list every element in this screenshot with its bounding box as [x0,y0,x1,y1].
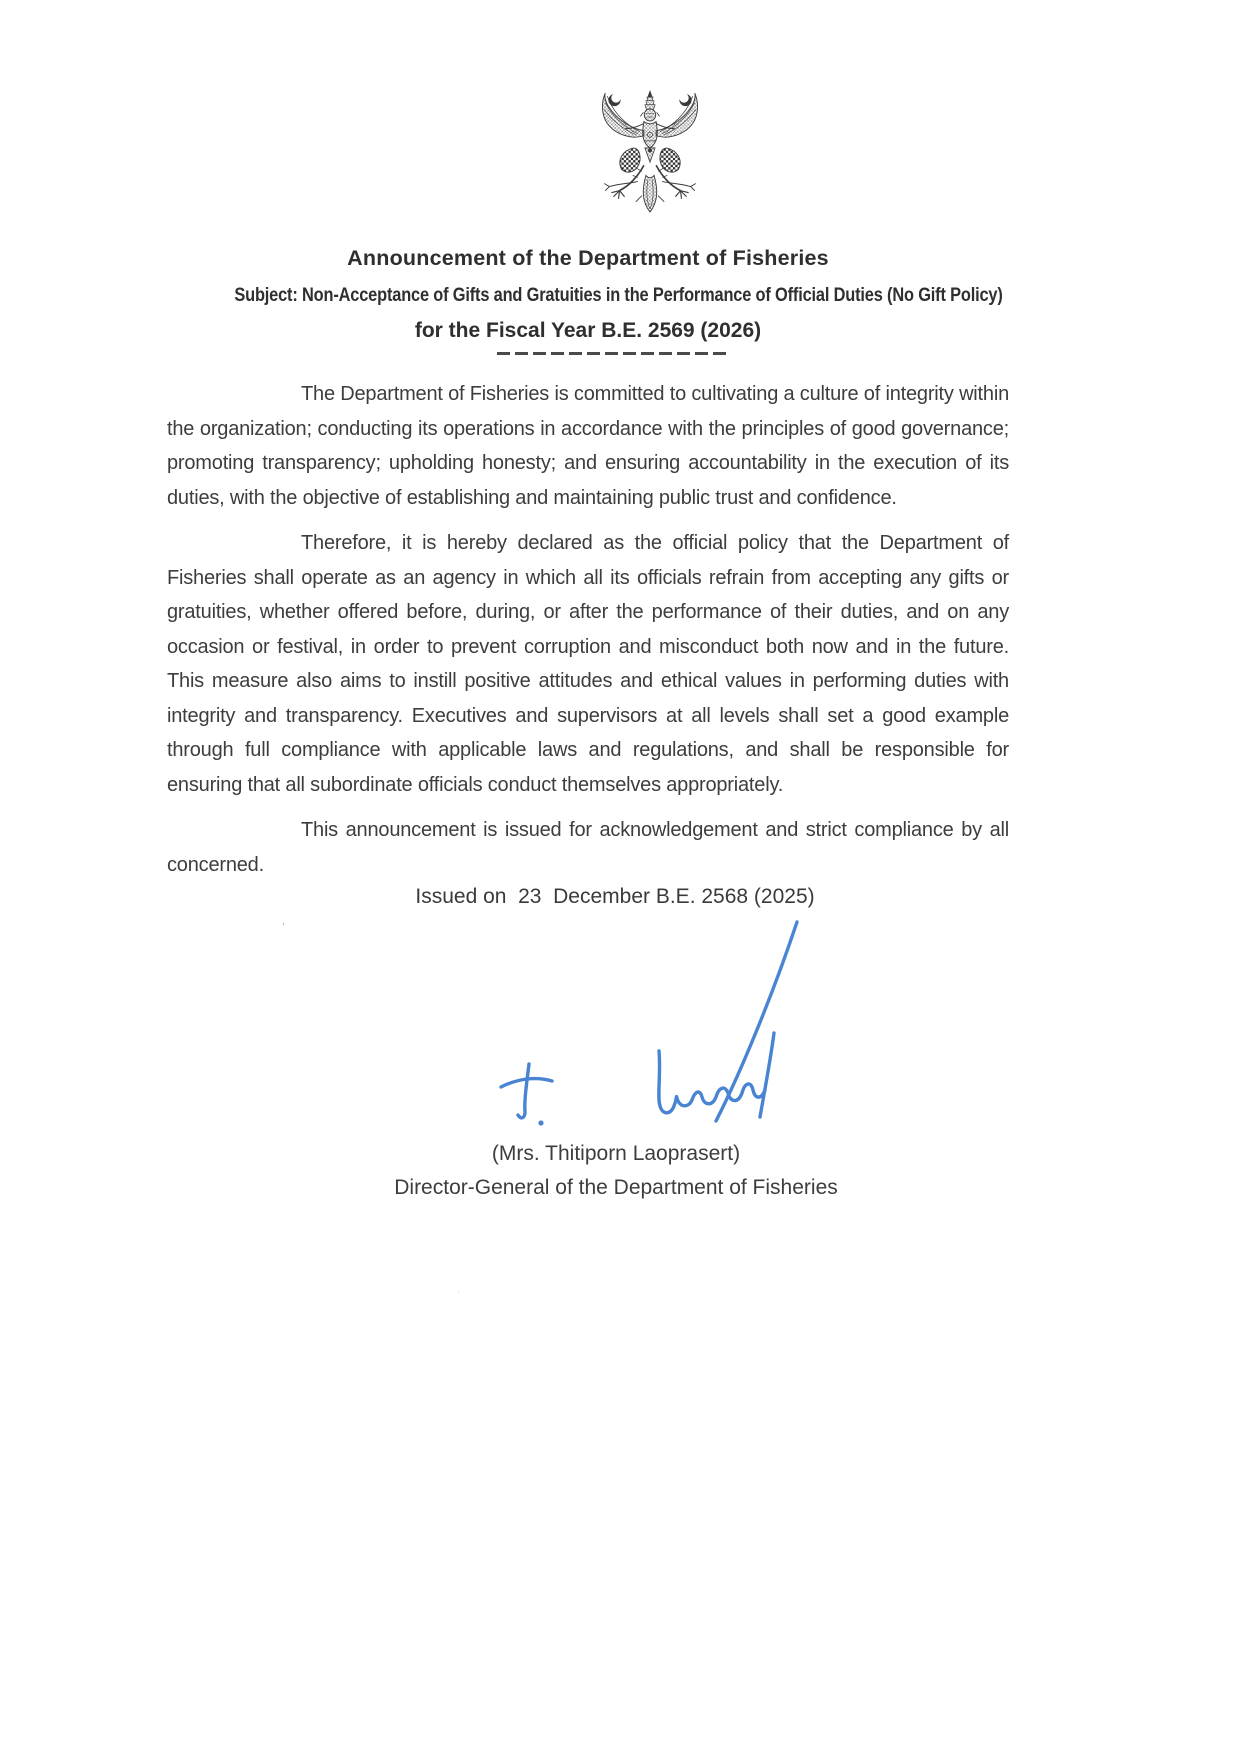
page-title: Announcement of the Department of Fisheries [347,246,829,270]
paragraph-policy: Therefore, it is hereby declared as the official policy that the Department of Fisheries shall operate as an agency in which all its officials refrain from accepting any gifts or gratuities, whether offered before, during, or after the performance of their duties, and on any occasion or festival, in order to prevent corruption and misconduct both now and in the future. This measure also aims to instill positive attitudes and ethical values in performing duties with integrity and transparency. Executives and supervisors at all levels shall set a good example through full compliance with applicable laws and regulations, and shall be responsible for ensuring that all subordinate officials conduct themselves appropriately. [167,532,1009,796]
fiscal-year-line: for the Fiscal Year B.E. 2569 (2026) [414,319,762,342]
scan-artifact: ˈ [281,920,286,936]
subject-line: Subject: Non-Acceptance of Gifts and Gratuities in the Performance of Official Duties (No Gift Policy) [234,284,1003,306]
body-text [167,377,1009,882]
signature-ink-icon [491,913,803,1129]
paragraph-compliance: This announcement is issued for acknowledgement and strict compliance by all concerned. [167,819,1009,876]
dashed-separator [497,352,731,355]
paragraph-commitment: The Department of Fisheries is committed to cultivating a culture of integrity within the organization; conducting its operations in accordance with the principles of good governance; promoting transparency; upholding honesty; and ensuring accountability in the execution of its duties, with the objective of establishing and maintaining public trust and confidence. [167,383,1009,509]
signatory-title: Director-General of the Department of Fisheries [394,1176,838,1199]
document-content [167,246,1009,1205]
issued-date-line: Issued on 23 December B.E. 2568 (2025) [415,885,815,908]
signature-block [167,909,1009,1137]
scan-artifact: · [457,1286,461,1297]
signatory-name: (Mrs. Thitiporn Laoprasert) [491,1142,741,1165]
garuda-emblem-icon [591,90,709,214]
